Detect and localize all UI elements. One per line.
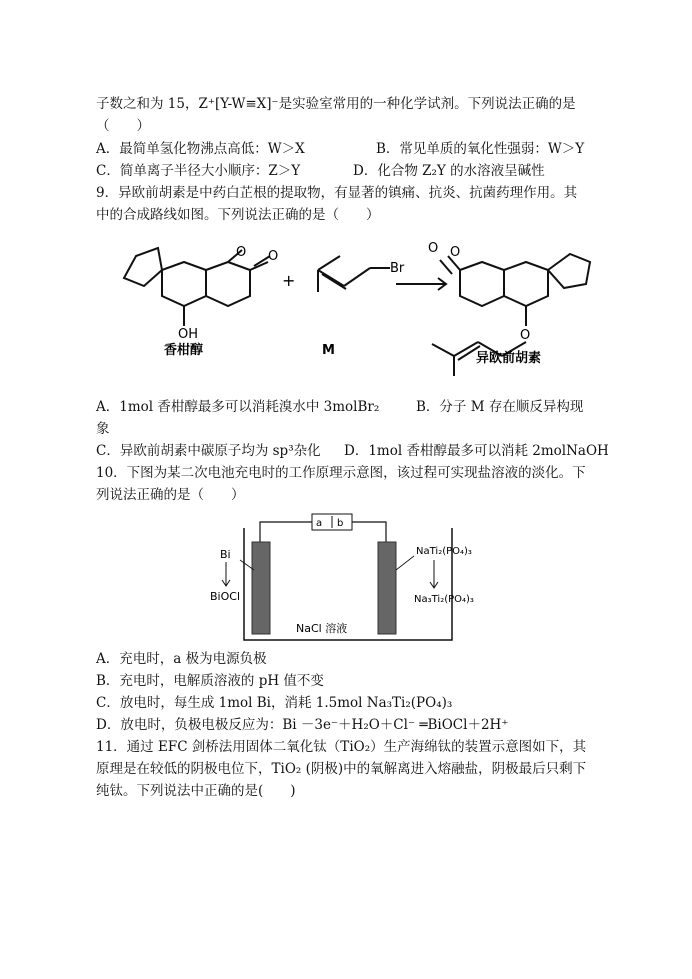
reactant2-name: M: [322, 343, 335, 358]
q9-option-d: D．1mol 香柑醇最多可以消耗 2molNaOH: [344, 443, 609, 459]
hydroxyl-label: OH: [178, 327, 199, 342]
benzene-ring-right: [504, 262, 548, 306]
q10-stem-line2: 列说法正确的是（ ）: [96, 487, 245, 503]
left-electrode-top-label: Bi: [220, 548, 231, 561]
q9-stem-line1: 9．异欧前胡素是中药白芷根的提取物，有显著的镇痛、抗炎、抗菌药理作用。其: [96, 185, 578, 201]
solution-label: NaCl 溶液: [296, 622, 348, 635]
q9-option-c: C．异欧前胡素中碳原子均为 sp³杂化: [96, 443, 321, 459]
benzene-ring-left: [162, 262, 206, 306]
plus-sign: +: [282, 271, 296, 290]
terminal-b-label: b: [337, 518, 344, 529]
battery-diagram: [200, 508, 500, 648]
q8-option-d: D．化合物 Z₂Y 的水溶液呈碱性: [353, 163, 545, 179]
bi-electrode: [252, 542, 270, 634]
furan-ring-left: [124, 248, 162, 286]
q10-option-c: C．放电时，每生成 1mol Bi，消耗 1.5mol Na₃Ti₂(PO₄)₃: [96, 695, 453, 711]
q8-option-b: B．常见单质的氧化性强弱：W＞Y: [376, 141, 585, 157]
pyranone-ring-right: [460, 262, 504, 306]
q9-option-b: B．分子 M 存在顺反异构现: [416, 399, 584, 415]
q11-stem-line1: 11．通过 EFC 剑桥法用固体二氧化钛（TiO₂）生产海绵钛的装置示意图如下，其: [96, 739, 587, 755]
right-electrode-top-label: NaTi₂(PO₄)₃: [416, 546, 472, 557]
synthesis-scheme: [100, 226, 620, 382]
left-electrode-bottom-label: BiOCl: [210, 590, 240, 603]
q9-option-a: A．1mol 香柑醇最多可以消耗溴水中 3molBr₂: [96, 399, 380, 415]
product-ring-oxygen: O: [450, 245, 461, 260]
q10-option-a: A．充电时，a 极为电源负极: [96, 651, 267, 667]
product-carbonyl-oxygen: O: [428, 241, 439, 256]
q10-option-b: B．充电时，电解质溶液的 pH 值不变: [96, 673, 324, 689]
q11-stem-line3: 纯钛。下列说法中正确的是( ): [96, 783, 296, 799]
product-name: 异欧前胡素: [476, 351, 542, 366]
q10-stem-line1: 10．下图为某二次电池充电时的工作原理示意图，该过程可实现盐溶液的淡化。下: [96, 465, 586, 481]
q11-stem-line2: 原理是在较低的阴极电位下，TiO₂ (阴极)中的氧解离进入熔融盐，阴极最后只剩下: [96, 761, 587, 777]
q8-stem-line1: 子数之和为 15，Z⁺[Y-W≡X]⁻是实验室常用的一种化学试剂。下列说法正确的是: [96, 96, 576, 112]
product-ether-oxygen: O: [520, 328, 531, 343]
q10-option-d: D．放电时，负极电极反应为：Bi －3e⁻＋H₂O＋Cl⁻ ═BiOCl＋2H⁺: [96, 717, 509, 733]
reactant1-name: 香柑醇: [164, 343, 204, 358]
right-electrode-bottom-label: Na₃Ti₂(PO₄)₃: [414, 594, 474, 605]
pyranone-ring-left: [206, 262, 250, 306]
reactant1-carbonyl-oxygen: O: [268, 249, 279, 264]
furan-ring-right: [548, 254, 590, 288]
terminal-a-label: a: [316, 518, 323, 529]
q9-stem-line2: 中的合成路线如图。下列说法正确的是（ ）: [96, 207, 380, 223]
q8-option-a: A．最简单氢化物沸点高低：W＞X: [96, 141, 305, 157]
q8-stem-line2: （ ）: [96, 118, 150, 134]
na-ti-electrode: [378, 542, 396, 634]
reactant1-ring-oxygen: O: [236, 245, 247, 260]
q8-option-c: C．简单离子半径大小顺序：Z＞Y: [96, 163, 301, 179]
electrolytic-cell: [244, 528, 452, 640]
bromine-label: Br: [390, 261, 405, 276]
q9-option-b-continued: 象: [96, 421, 110, 437]
